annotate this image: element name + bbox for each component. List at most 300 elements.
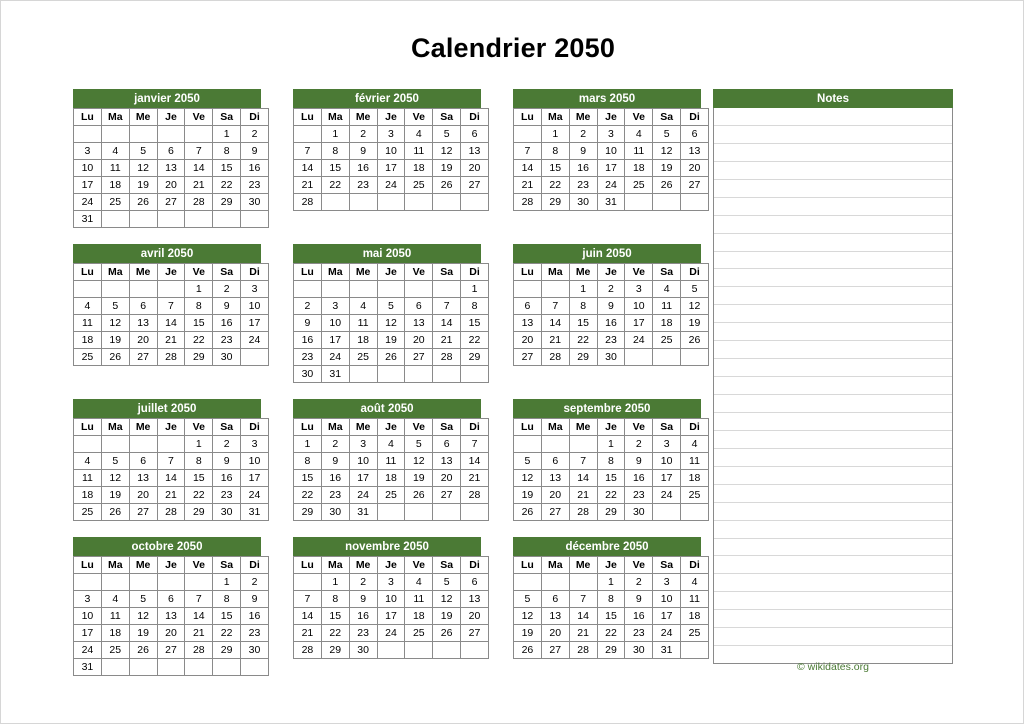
day-cell[interactable]: 25 [681,625,709,642]
note-line[interactable] [714,198,952,216]
day-cell[interactable]: 14 [514,160,542,177]
day-cell[interactable]: 25 [405,177,433,194]
note-line[interactable] [714,485,952,503]
day-cell[interactable]: 4 [74,453,102,470]
day-cell[interactable]: 17 [349,470,377,487]
day-cell[interactable]: 30 [294,366,322,383]
day-cell[interactable]: 9 [213,298,241,315]
day-cell[interactable]: 28 [185,642,213,659]
day-cell[interactable]: 29 [541,194,569,211]
day-cell[interactable]: 2 [213,436,241,453]
day-cell[interactable]: 20 [405,332,433,349]
day-cell[interactable]: 17 [241,315,269,332]
day-cell[interactable]: 19 [101,332,129,349]
day-cell[interactable]: 7 [569,453,597,470]
day-cell[interactable]: 22 [294,487,322,504]
day-cell[interactable]: 28 [514,194,542,211]
day-cell[interactable]: 23 [241,177,269,194]
note-line[interactable] [714,610,952,628]
day-cell[interactable]: 19 [681,315,709,332]
day-cell[interactable]: 28 [157,349,185,366]
day-cell[interactable]: 2 [569,126,597,143]
day-cell[interactable]: 12 [405,453,433,470]
day-cell[interactable]: 24 [74,642,102,659]
day-cell[interactable]: 1 [321,126,349,143]
day-cell[interactable]: 17 [653,608,681,625]
day-cell[interactable]: 17 [241,470,269,487]
day-cell[interactable]: 14 [541,315,569,332]
day-cell[interactable]: 23 [625,487,653,504]
note-line[interactable] [714,108,952,126]
day-cell[interactable]: 19 [405,470,433,487]
day-cell[interactable]: 16 [241,160,269,177]
day-cell[interactable]: 3 [349,436,377,453]
day-cell[interactable]: 14 [294,608,322,625]
note-line[interactable] [714,592,952,610]
day-cell[interactable]: 18 [681,608,709,625]
day-cell[interactable]: 26 [514,642,542,659]
day-cell[interactable]: 21 [514,177,542,194]
day-cell[interactable]: 17 [321,332,349,349]
day-cell[interactable]: 8 [597,591,625,608]
day-cell[interactable]: 20 [433,470,461,487]
note-line[interactable] [714,413,952,431]
day-cell[interactable]: 24 [241,487,269,504]
day-cell[interactable]: 15 [597,470,625,487]
day-cell[interactable]: 4 [405,574,433,591]
note-line[interactable] [714,359,952,377]
day-cell[interactable]: 19 [377,332,405,349]
day-cell[interactable]: 3 [377,574,405,591]
day-cell[interactable]: 8 [597,453,625,470]
day-cell[interactable]: 21 [185,625,213,642]
day-cell[interactable]: 15 [569,315,597,332]
day-cell[interactable]: 27 [541,504,569,521]
day-cell[interactable]: 23 [213,332,241,349]
day-cell[interactable]: 5 [514,591,542,608]
day-cell[interactable]: 4 [405,126,433,143]
day-cell[interactable]: 22 [185,332,213,349]
day-cell[interactable]: 4 [349,298,377,315]
day-cell[interactable]: 21 [569,487,597,504]
day-cell[interactable]: 29 [185,349,213,366]
day-cell[interactable]: 14 [461,453,489,470]
day-cell[interactable]: 10 [241,453,269,470]
day-cell[interactable]: 14 [185,160,213,177]
day-cell[interactable]: 27 [129,504,157,521]
day-cell[interactable]: 25 [349,349,377,366]
day-cell[interactable]: 26 [129,194,157,211]
note-line[interactable] [714,539,952,557]
day-cell[interactable]: 6 [129,453,157,470]
day-cell[interactable]: 23 [349,625,377,642]
day-cell[interactable]: 16 [597,315,625,332]
day-cell[interactable]: 18 [377,470,405,487]
day-cell[interactable]: 30 [597,349,625,366]
day-cell[interactable]: 21 [569,625,597,642]
day-cell[interactable]: 25 [377,487,405,504]
day-cell[interactable]: 7 [569,591,597,608]
day-cell[interactable]: 25 [653,332,681,349]
day-cell[interactable]: 11 [405,143,433,160]
day-cell[interactable]: 10 [241,298,269,315]
day-cell[interactable]: 23 [597,332,625,349]
day-cell[interactable]: 2 [597,281,625,298]
day-cell[interactable]: 9 [625,453,653,470]
day-cell[interactable]: 19 [101,487,129,504]
day-cell[interactable]: 28 [294,194,322,211]
day-cell[interactable]: 20 [157,625,185,642]
day-cell[interactable]: 11 [681,591,709,608]
note-line[interactable] [714,252,952,270]
day-cell[interactable]: 1 [185,436,213,453]
day-cell[interactable]: 6 [405,298,433,315]
day-cell[interactable]: 21 [294,177,322,194]
day-cell[interactable]: 24 [377,625,405,642]
day-cell[interactable]: 26 [681,332,709,349]
day-cell[interactable]: 17 [653,470,681,487]
day-cell[interactable]: 8 [294,453,322,470]
day-cell[interactable]: 13 [461,143,489,160]
day-cell[interactable]: 4 [377,436,405,453]
day-cell[interactable]: 3 [653,436,681,453]
day-cell[interactable]: 22 [569,332,597,349]
day-cell[interactable]: 7 [294,143,322,160]
day-cell[interactable]: 22 [321,177,349,194]
day-cell[interactable]: 23 [241,625,269,642]
day-cell[interactable]: 8 [321,143,349,160]
day-cell[interactable]: 13 [681,143,709,160]
day-cell[interactable]: 6 [157,591,185,608]
day-cell[interactable]: 16 [569,160,597,177]
day-cell[interactable]: 3 [377,126,405,143]
day-cell[interactable]: 12 [101,470,129,487]
day-cell[interactable]: 17 [377,608,405,625]
day-cell[interactable]: 27 [157,642,185,659]
day-cell[interactable]: 16 [625,608,653,625]
day-cell[interactable]: 29 [213,194,241,211]
day-cell[interactable]: 23 [625,625,653,642]
day-cell[interactable]: 1 [461,281,489,298]
day-cell[interactable]: 31 [74,211,102,228]
day-cell[interactable]: 6 [514,298,542,315]
day-cell[interactable]: 10 [377,591,405,608]
day-cell[interactable]: 27 [157,194,185,211]
day-cell[interactable]: 15 [213,160,241,177]
day-cell[interactable]: 14 [433,315,461,332]
day-cell[interactable]: 12 [653,143,681,160]
day-cell[interactable]: 20 [514,332,542,349]
day-cell[interactable]: 19 [653,160,681,177]
day-cell[interactable]: 7 [185,143,213,160]
day-cell[interactable]: 24 [653,625,681,642]
day-cell[interactable]: 21 [294,625,322,642]
day-cell[interactable]: 6 [541,591,569,608]
note-line[interactable] [714,395,952,413]
day-cell[interactable]: 31 [241,504,269,521]
day-cell[interactable]: 21 [461,470,489,487]
day-cell[interactable]: 1 [597,574,625,591]
day-cell[interactable]: 10 [74,160,102,177]
day-cell[interactable]: 12 [433,591,461,608]
day-cell[interactable]: 4 [653,281,681,298]
day-cell[interactable]: 27 [681,177,709,194]
day-cell[interactable]: 5 [101,298,129,315]
day-cell[interactable]: 24 [653,487,681,504]
day-cell[interactable]: 16 [294,332,322,349]
day-cell[interactable]: 30 [625,642,653,659]
day-cell[interactable]: 10 [321,315,349,332]
day-cell[interactable]: 18 [625,160,653,177]
day-cell[interactable]: 11 [653,298,681,315]
day-cell[interactable]: 28 [157,504,185,521]
day-cell[interactable]: 31 [74,659,102,676]
note-line[interactable] [714,126,952,144]
day-cell[interactable]: 27 [514,349,542,366]
day-cell[interactable]: 24 [349,487,377,504]
day-cell[interactable]: 1 [294,436,322,453]
day-cell[interactable]: 11 [405,591,433,608]
day-cell[interactable]: 13 [514,315,542,332]
day-cell[interactable]: 26 [101,349,129,366]
day-cell[interactable]: 12 [681,298,709,315]
note-line[interactable] [714,216,952,234]
day-cell[interactable]: 7 [433,298,461,315]
day-cell[interactable]: 3 [597,126,625,143]
day-cell[interactable]: 24 [74,194,102,211]
day-cell[interactable]: 13 [433,453,461,470]
day-cell[interactable]: 26 [129,642,157,659]
day-cell[interactable]: 22 [597,625,625,642]
day-cell[interactable]: 21 [157,332,185,349]
day-cell[interactable]: 29 [597,642,625,659]
day-cell[interactable]: 7 [294,591,322,608]
day-cell[interactable]: 28 [569,504,597,521]
day-cell[interactable]: 25 [74,504,102,521]
day-cell[interactable]: 29 [461,349,489,366]
day-cell[interactable]: 14 [157,315,185,332]
day-cell[interactable]: 15 [294,470,322,487]
note-line[interactable] [714,162,952,180]
day-cell[interactable]: 27 [433,487,461,504]
note-line[interactable] [714,574,952,592]
day-cell[interactable]: 19 [514,487,542,504]
day-cell[interactable]: 5 [681,281,709,298]
day-cell[interactable]: 13 [541,608,569,625]
day-cell[interactable]: 15 [185,470,213,487]
day-cell[interactable]: 12 [514,608,542,625]
day-cell[interactable]: 14 [294,160,322,177]
day-cell[interactable]: 22 [213,177,241,194]
day-cell[interactable]: 30 [349,642,377,659]
day-cell[interactable]: 15 [321,160,349,177]
day-cell[interactable]: 21 [157,487,185,504]
day-cell[interactable]: 28 [185,194,213,211]
day-cell[interactable]: 9 [569,143,597,160]
day-cell[interactable]: 3 [653,574,681,591]
day-cell[interactable]: 7 [185,591,213,608]
day-cell[interactable]: 19 [433,608,461,625]
day-cell[interactable]: 20 [461,160,489,177]
day-cell[interactable]: 7 [514,143,542,160]
day-cell[interactable]: 18 [405,608,433,625]
day-cell[interactable]: 22 [213,625,241,642]
day-cell[interactable]: 18 [405,160,433,177]
day-cell[interactable]: 11 [681,453,709,470]
note-line[interactable] [714,431,952,449]
day-cell[interactable]: 19 [129,625,157,642]
day-cell[interactable]: 1 [321,574,349,591]
day-cell[interactable]: 24 [377,177,405,194]
day-cell[interactable]: 13 [541,470,569,487]
day-cell[interactable]: 4 [74,298,102,315]
day-cell[interactable]: 8 [321,591,349,608]
day-cell[interactable]: 5 [101,453,129,470]
day-cell[interactable]: 11 [349,315,377,332]
day-cell[interactable]: 3 [74,143,102,160]
day-cell[interactable]: 18 [101,625,129,642]
day-cell[interactable]: 5 [433,126,461,143]
day-cell[interactable]: 30 [213,349,241,366]
day-cell[interactable]: 4 [681,436,709,453]
day-cell[interactable]: 27 [461,177,489,194]
day-cell[interactable]: 11 [74,470,102,487]
note-line[interactable] [714,556,952,574]
day-cell[interactable]: 11 [74,315,102,332]
day-cell[interactable]: 15 [461,315,489,332]
day-cell[interactable]: 2 [625,436,653,453]
day-cell[interactable]: 20 [157,177,185,194]
day-cell[interactable]: 4 [101,591,129,608]
day-cell[interactable]: 4 [101,143,129,160]
day-cell[interactable]: 20 [129,487,157,504]
day-cell[interactable]: 25 [74,349,102,366]
day-cell[interactable]: 28 [541,349,569,366]
day-cell[interactable]: 31 [597,194,625,211]
day-cell[interactable]: 22 [321,625,349,642]
day-cell[interactable]: 18 [653,315,681,332]
day-cell[interactable]: 30 [321,504,349,521]
day-cell[interactable]: 26 [405,487,433,504]
day-cell[interactable]: 18 [74,332,102,349]
day-cell[interactable]: 10 [349,453,377,470]
day-cell[interactable]: 6 [541,453,569,470]
day-cell[interactable]: 14 [185,608,213,625]
day-cell[interactable]: 9 [625,591,653,608]
day-cell[interactable]: 24 [625,332,653,349]
day-cell[interactable]: 21 [541,332,569,349]
day-cell[interactable]: 29 [321,642,349,659]
day-cell[interactable]: 1 [213,574,241,591]
day-cell[interactable]: 31 [653,642,681,659]
day-cell[interactable]: 9 [241,591,269,608]
day-cell[interactable]: 5 [433,574,461,591]
day-cell[interactable]: 16 [241,608,269,625]
day-cell[interactable]: 16 [349,608,377,625]
day-cell[interactable]: 19 [514,625,542,642]
day-cell[interactable]: 27 [541,642,569,659]
day-cell[interactable]: 29 [597,504,625,521]
day-cell[interactable]: 1 [597,436,625,453]
day-cell[interactable]: 13 [129,315,157,332]
day-cell[interactable]: 15 [541,160,569,177]
day-cell[interactable]: 11 [101,160,129,177]
day-cell[interactable]: 25 [681,487,709,504]
day-cell[interactable]: 10 [377,143,405,160]
note-line[interactable] [714,377,952,395]
day-cell[interactable]: 15 [213,608,241,625]
day-cell[interactable]: 1 [185,281,213,298]
day-cell[interactable]: 13 [157,608,185,625]
day-cell[interactable]: 31 [349,504,377,521]
day-cell[interactable]: 1 [213,126,241,143]
day-cell[interactable]: 10 [625,298,653,315]
day-cell[interactable]: 24 [321,349,349,366]
day-cell[interactable]: 20 [541,487,569,504]
day-cell[interactable]: 14 [157,470,185,487]
day-cell[interactable]: 11 [377,453,405,470]
notes-body[interactable] [713,108,953,664]
day-cell[interactable]: 18 [681,470,709,487]
day-cell[interactable]: 9 [597,298,625,315]
day-cell[interactable]: 1 [541,126,569,143]
day-cell[interactable]: 8 [185,453,213,470]
day-cell[interactable]: 15 [597,608,625,625]
day-cell[interactable]: 22 [541,177,569,194]
note-line[interactable] [714,323,952,341]
day-cell[interactable]: 17 [74,625,102,642]
day-cell[interactable]: 29 [294,504,322,521]
day-cell[interactable]: 12 [514,470,542,487]
day-cell[interactable]: 20 [541,625,569,642]
day-cell[interactable]: 5 [129,143,157,160]
day-cell[interactable]: 16 [213,315,241,332]
day-cell[interactable]: 29 [213,642,241,659]
day-cell[interactable]: 8 [213,591,241,608]
day-cell[interactable]: 30 [241,642,269,659]
day-cell[interactable]: 9 [349,143,377,160]
day-cell[interactable]: 2 [241,574,269,591]
day-cell[interactable]: 6 [681,126,709,143]
day-cell[interactable]: 10 [597,143,625,160]
day-cell[interactable]: 9 [241,143,269,160]
note-line[interactable] [714,180,952,198]
day-cell[interactable]: 31 [321,366,349,383]
day-cell[interactable]: 13 [405,315,433,332]
day-cell[interactable]: 8 [569,298,597,315]
day-cell[interactable]: 6 [433,436,461,453]
day-cell[interactable]: 4 [625,126,653,143]
day-cell[interactable]: 7 [541,298,569,315]
note-line[interactable] [714,503,952,521]
day-cell[interactable]: 10 [653,453,681,470]
day-cell[interactable]: 10 [74,608,102,625]
day-cell[interactable]: 7 [157,453,185,470]
day-cell[interactable]: 16 [321,470,349,487]
day-cell[interactable]: 2 [625,574,653,591]
day-cell[interactable]: 4 [681,574,709,591]
day-cell[interactable]: 5 [377,298,405,315]
day-cell[interactable]: 13 [461,591,489,608]
day-cell[interactable]: 26 [433,177,461,194]
day-cell[interactable]: 1 [569,281,597,298]
note-line[interactable] [714,305,952,323]
day-cell[interactable]: 19 [433,160,461,177]
day-cell[interactable]: 12 [377,315,405,332]
day-cell[interactable]: 9 [213,453,241,470]
day-cell[interactable]: 8 [461,298,489,315]
day-cell[interactable]: 12 [101,315,129,332]
